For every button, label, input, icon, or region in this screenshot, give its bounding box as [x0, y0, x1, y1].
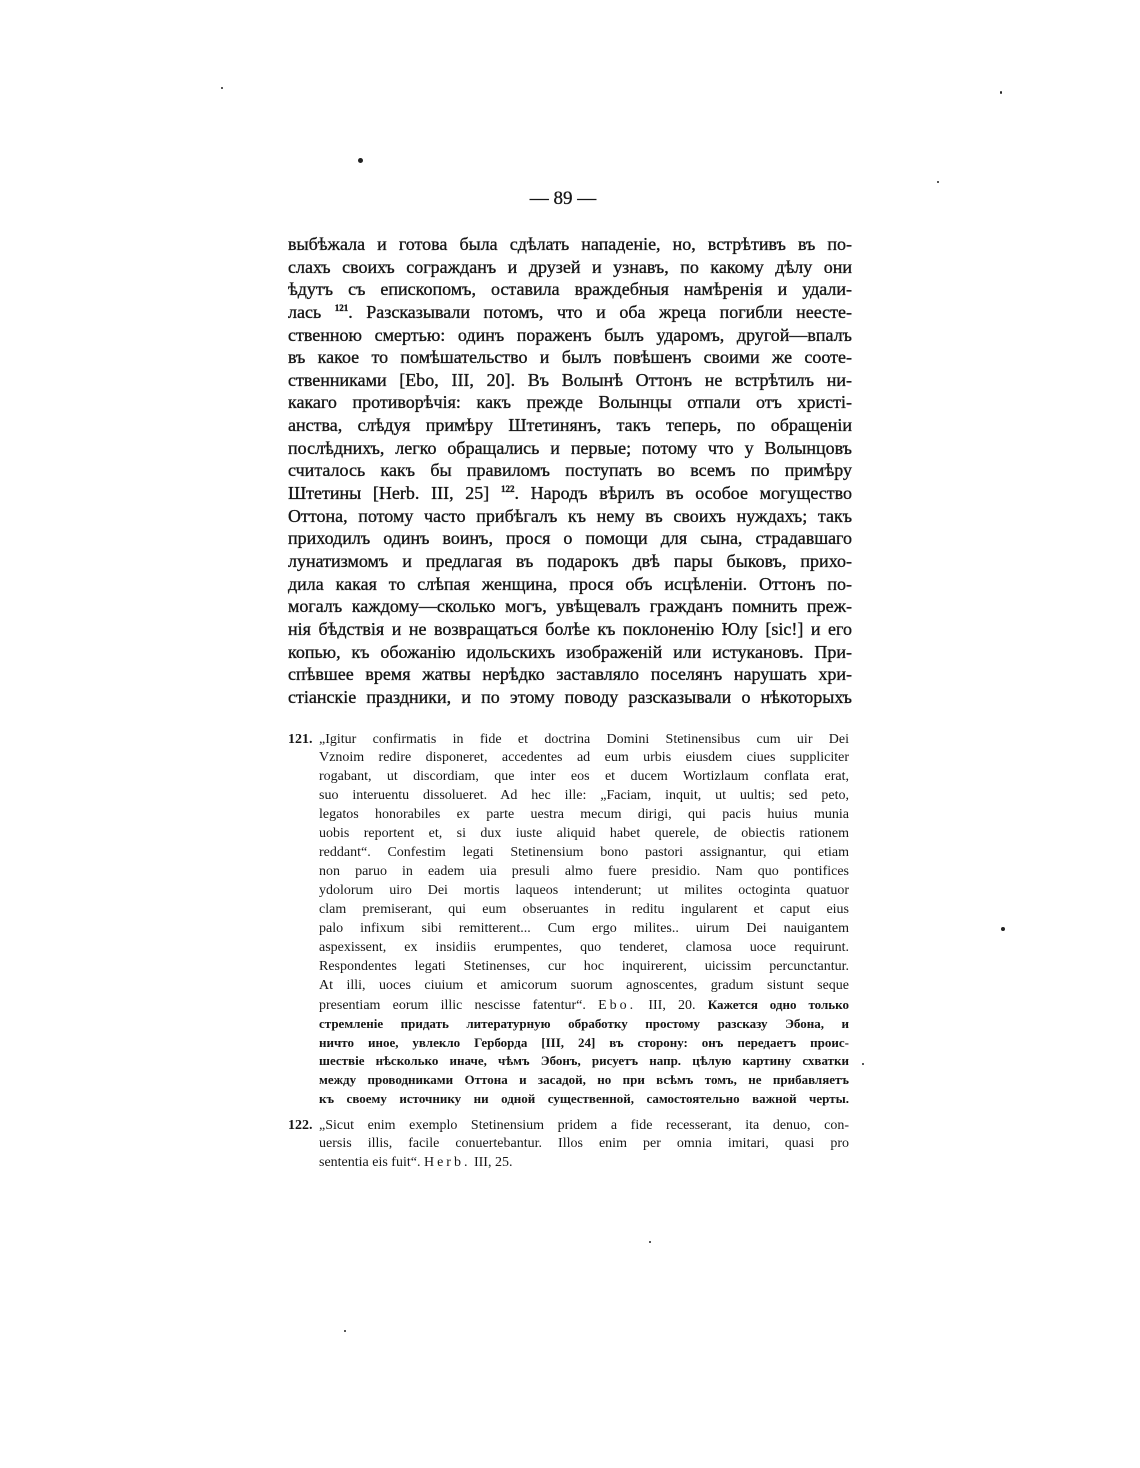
footnote-commentary: Кажется одно только — [707, 996, 849, 1012]
body-line: считалось какъ бы правиломъ поступать во всемъ по примѣру — [288, 460, 852, 481]
footnote-reference: III, 25. — [470, 1155, 513, 1171]
footnote-line — [319, 1154, 849, 1173]
footnote-line: clam premiserant, qui eum obseruantes in reditu ingularent et caput eius — [319, 901, 849, 917]
footnote-quote: sententia eis fuit“. — [319, 1155, 424, 1171]
footnote-122 — [288, 1117, 850, 1174]
footnote-line: reddant“. Confestim legati Stetinensium bono pastori assignantur, qui etiam — [319, 845, 849, 861]
scan-speck — [344, 1330, 346, 1332]
footnote-line: uobis reportent et, si dux iuste aliquid habet querele, de obiectis rationem — [319, 826, 849, 842]
body-line: ственною смертью: одинъ пораженъ былъ ударомъ, другой—впалъ — [288, 324, 852, 345]
footnote-text — [319, 731, 849, 1110]
footnote-line: Vznoim redire disponeret, accedentes ad eum urbis eiusdem ciues suppliciter — [319, 750, 849, 766]
body-line: слахъ своихъ согражданъ и друзей и узнавъ, по какому дѣлу они — [288, 256, 852, 277]
footnote-source: Herb. — [423, 1155, 471, 1171]
body-line: копью, къ обожанію идольскихъ изображеній или истукановъ. При- — [288, 641, 852, 662]
scan-speck — [1001, 927, 1005, 931]
body-line: выбѣжала и готова была сдѣлать нападеніе, но, встрѣтивъ въ по- — [288, 234, 852, 254]
footnote-ref-122[interactable]: 122 — [500, 484, 515, 495]
page-number: — 89 — — [529, 188, 597, 209]
scan-speck — [1000, 91, 1002, 94]
body-line: въ какое то помѣшательство и былъ повѣшенъ своими же сооте- — [288, 347, 852, 368]
body-line — [288, 301, 852, 324]
footnote-line: suo interuentu dissolueret. Ad hec ille: „Faciam, inquit, ut uultis; sed peto, — [319, 788, 849, 804]
body-line: лунатизмомъ и предлагая въ подарокъ двѣ пары быковъ, прихо- — [288, 550, 852, 571]
body-line: ѣдутъ съ епископомъ, оставила враждебныя намѣренія и удали- — [288, 279, 852, 300]
body-line-text: . Народъ вѣрилъ въ особое могущество — [514, 483, 852, 504]
footnote-line — [319, 996, 849, 1015]
body-line: спѣвшее время жатвы нерѣдко заставляло поселянъ нарушать хри- — [288, 664, 852, 685]
footnote-reference: III, 20. — [636, 997, 708, 1013]
footnote-line: palo infixum sibi remitterent... Cum ergo milites.. uirum Dei nauigantem — [319, 920, 849, 936]
footnote-line: non paruo in eadem uia presuli almo fuere presidio. Nam quo pontifices — [319, 864, 849, 880]
body-line-text: Штетины [Herb. III, 25] — [288, 483, 501, 504]
footnote-line: uersis illis, facile conuertebantur. Illos enim per omnia imitari, quasi pro — [319, 1136, 849, 1152]
footnote-line: ничто иное, увлекло Герборда [III, 24] въ сторону: онъ передаетъ проис- — [319, 1034, 849, 1050]
scan-speck — [649, 1241, 651, 1243]
body-line: могалъ каждому—сколько могъ, увѣщевалъ гражданъ помнить преж- — [288, 596, 852, 617]
footnote-text — [319, 1117, 849, 1174]
footnote-121 — [288, 731, 850, 1110]
body-line: какаго противорѣчія: какъ прежде Волынцы отпали отъ христі- — [288, 392, 852, 413]
body-line: дила какая то слѣпая женщина, прося объ исцѣленіи. Оттонъ по- — [288, 573, 852, 594]
footnote-line: къ своему источнику ни одной существенной, самостоятельно важной черты. — [319, 1091, 849, 1107]
scan-speck — [221, 87, 223, 89]
footnote-line: „Sicut enim exemplo Stetinensium pridem a fide recesserant, ita denuo, con- — [319, 1117, 849, 1133]
footnote-line: ydolorum uiro Dei mortis laqueos intenderunt; ut milites octoginta quatuor — [319, 883, 849, 898]
footnote-line: aspexissent, ex insidiis erumpentes, quo tenderet, clamosa uoce requirunt. — [319, 939, 849, 955]
footnote-ref-121[interactable]: 121 — [334, 302, 349, 313]
body-line: Оттона, потому часто прибѣгалъ къ нему въ своихъ нуждахъ; такъ — [288, 505, 852, 526]
footnote-line: „Igitur confirmatis in fide et doctrina Domini Stetinensibus cum uir Dei — [319, 731, 849, 747]
footnote-quote: presentiam eorum illic nescisse fatentur“. — [319, 997, 599, 1013]
body-line: нія бѣдствія и не возвращаться болѣе къ поклоненію Юлу [sic!] и его — [288, 618, 852, 639]
body-line — [288, 482, 852, 505]
footnote-line: Respondentes legati Stetinenses, cur hoc inquirerent, uicissim percunctantur. — [319, 958, 849, 974]
footnote-line: шествіе нѣсколько иначе, чѣмъ Эбонъ, рисуетъ напр. цѣлую картину схватки — [319, 1053, 849, 1069]
footnote-line: между проводниками Оттона и засадой, но при всѣмъ томъ, не прибавляетъ — [319, 1072, 849, 1088]
footnote-line: At illi, uoces ciuium et amicorum suorum agnoscentes, gradum sistunt seque — [319, 977, 849, 993]
footnote-number: 121. — [288, 731, 313, 747]
body-line-text: . Разсказывали потомъ, что и оба жреца погибли неесте- — [348, 301, 852, 322]
scan-speck — [937, 181, 939, 183]
footnote-line: стремленіе придать литературную обработку простому разсказу Эбона, и — [319, 1015, 849, 1031]
body-line: анства, слѣдуя примѣру Штетинянъ, такъ теперь, по обращеніи — [288, 415, 852, 436]
body-line: ственниками [Ebo, III, 20]. Въ Волынѣ Оттонъ не встрѣтилъ ни- — [288, 369, 852, 390]
footnote-line: rogabant, ut discordiam, que inter eos et ducem Wortizlaum conflata erat, — [319, 769, 849, 785]
scan-speck — [358, 158, 363, 163]
body-line: послѣднихъ, легко обращались и первые; потому что у Волынцовъ — [288, 437, 852, 458]
footnote-source: Ebo. — [598, 997, 637, 1013]
scan-speck — [862, 1063, 864, 1065]
footnote-line: legatos honorabiles ex parte uestra mecum dirigi, qui pacis huius munia — [319, 807, 849, 823]
footnote-number: 122. — [288, 1117, 313, 1133]
body-text — [288, 233, 852, 708]
body-line: стіанскіе праздники, и по этому поводу разсказывали о нѣкоторыхъ — [288, 686, 852, 707]
body-line-text: лась — [288, 301, 335, 322]
body-line: приходилъ одинъ воинъ, прося о помощи для сына, страдавшаго — [288, 528, 852, 549]
